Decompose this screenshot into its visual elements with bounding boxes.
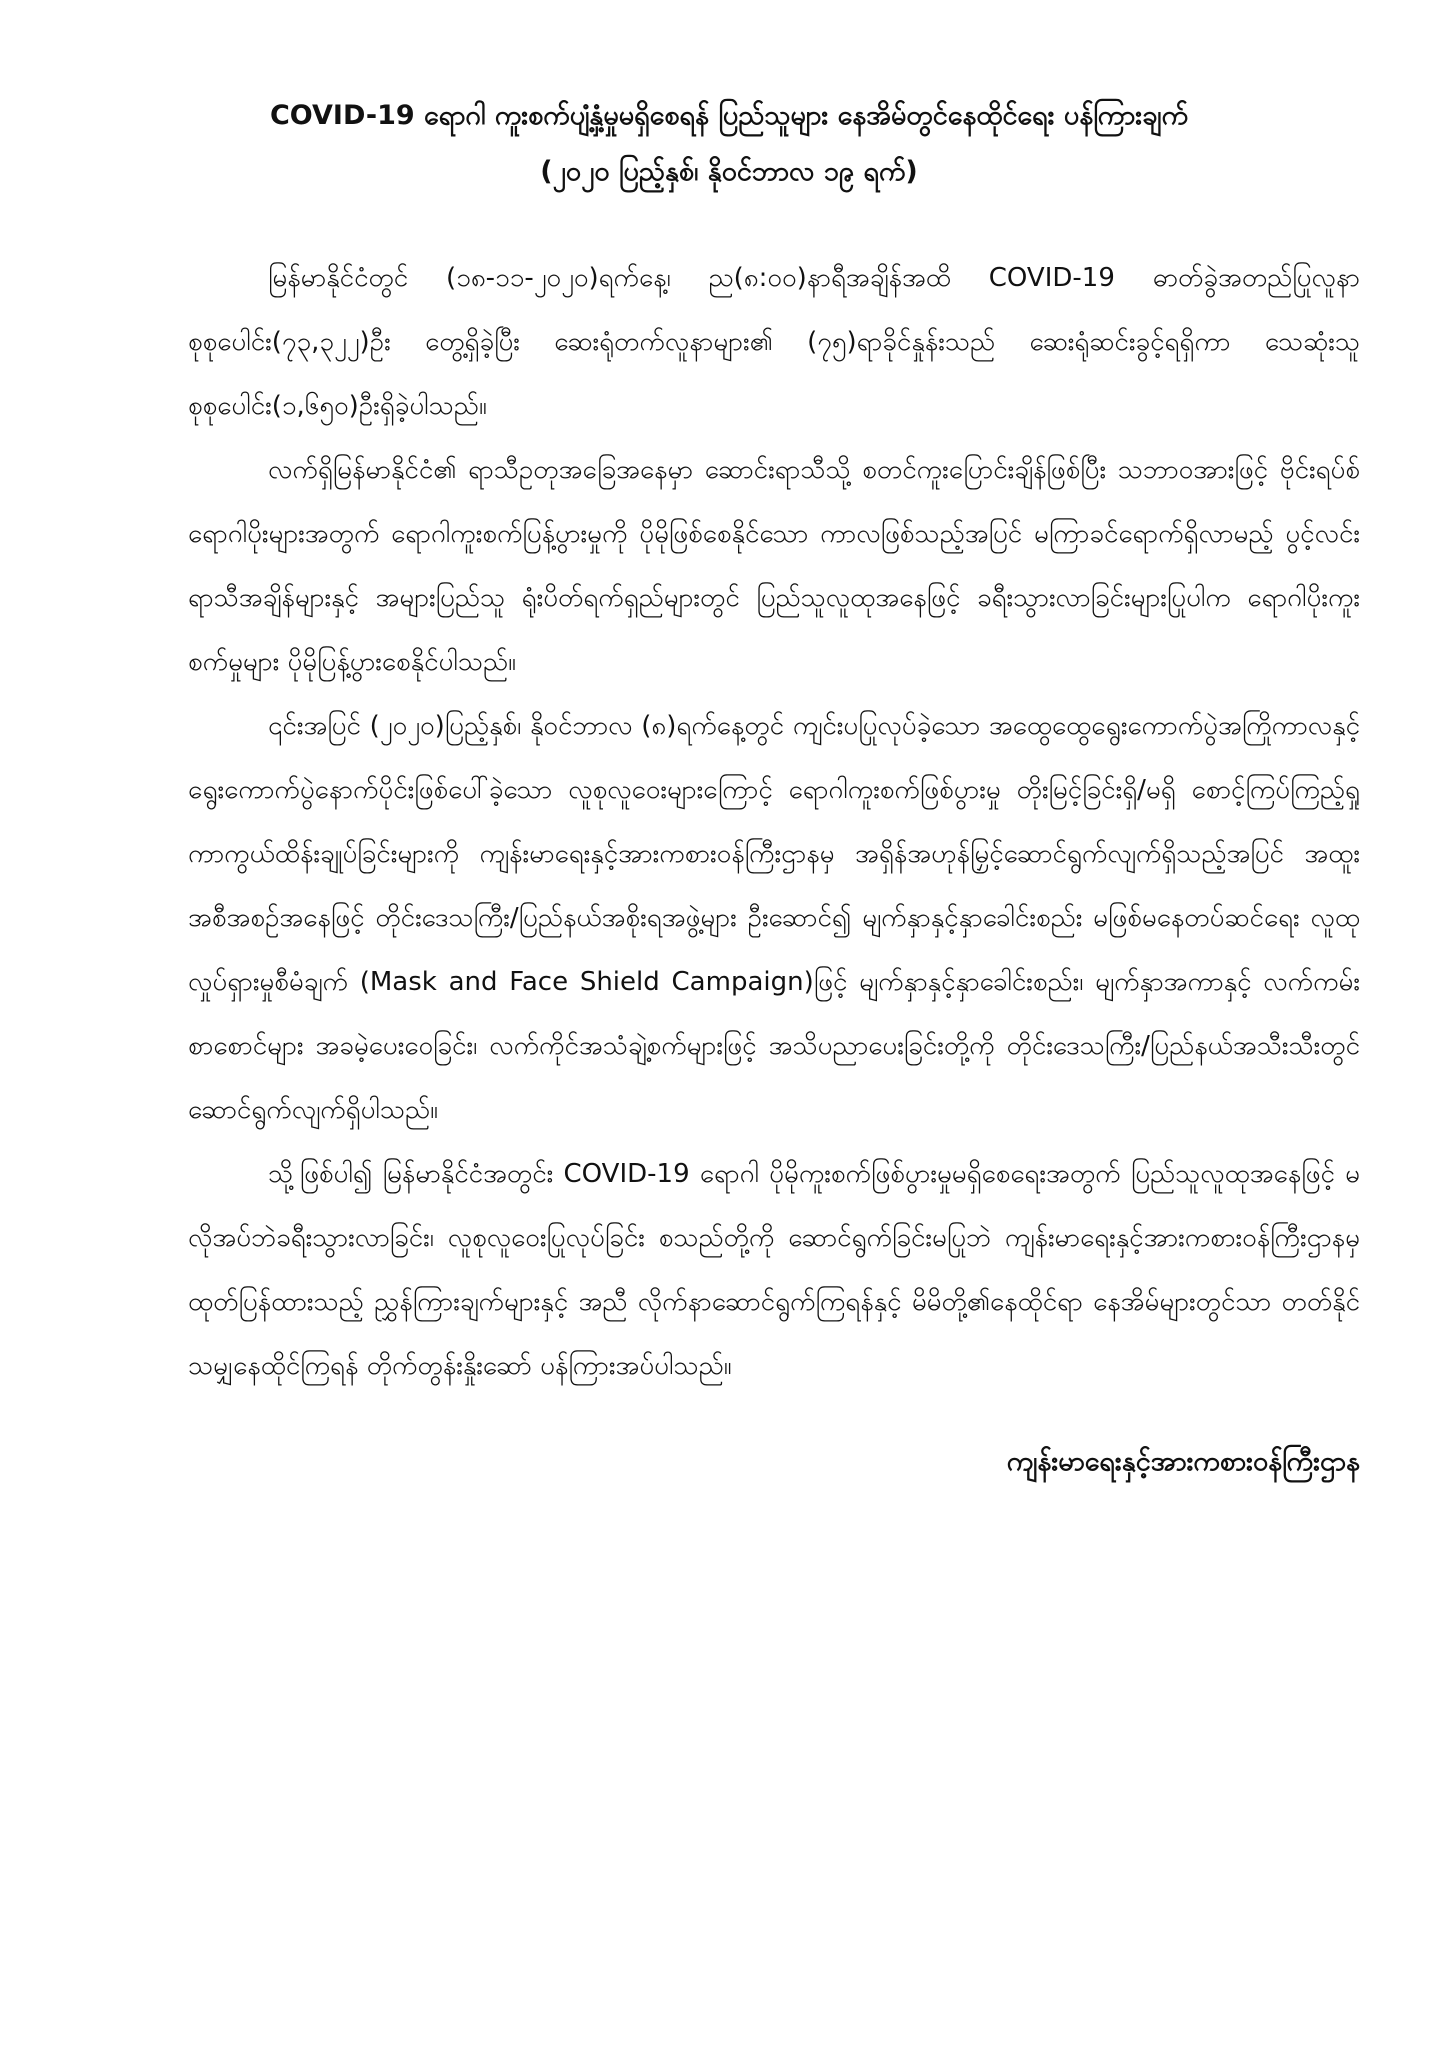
- paragraph-season-risk: လက်ရှိမြန်မာနိုင်ငံ၏ ရာသီဥတုအခြေအနေမှာ ဆောင်းရာသီသို့ စတင်ကူးပြောင်းချိန်ဖြစ်ပြီး သဘာဝအားဖြင့် ဗိုင်းရပ်စ်ရောဂါပိုးများအတွက် ရောဂါကူးစက်ပြန့်ပွားမှုကို ပိုမိုဖြစ်စေနိုင်သော ကာလဖြစ်သည့်အပြင် မကြာခင်ရောက်ရှိလာမည့် ပွင့်လင်းရာသီအချိန်များနှင့် အများပြည်သူ ရုံးပိတ်ရက်ရှည်များတွင် ပြည်သူလူထုအနေဖြင့် ခရီးသွားလာခြင်းများပြုပါက ရောဂါပိုးကူးစက်မှုများ ပိုမိုပြန့်ပွားစေနိုင်ပါသည်။: [188, 455, 1360, 677]
- issuing-ministry-signature: ကျန်းမာရေးနှင့်အားကစားဝန်ကြီးဌာန: [1006, 1446, 1360, 1477]
- paragraph-case-statistics: မြန်မာနိုင်ငံတွင် (၁၈-၁၁-၂၀၂၀)ရက်နေ့၊ ည(၈:၀၀)နာရီအချိန်အထိ COVID-19 ဓာတ်ခွဲအတည်ပြုလူနာ စုစုပေါင်း(၇၃,၃၂၂)ဦး တွေ့ရှိခဲ့ပြီး ဆေးရုံတက်လူနာများ၏ (၇၅)ရာခိုင်နှုန်းသည် ဆေးရုံဆင်းခွင့်ရရှိကာ သေဆုံးသူစုစုပေါင်း(၁,၆၅၀)ဦးရှိခဲ့ပါသည်။: [188, 263, 1360, 421]
- page-title: [188, 88, 1360, 200]
- title-line-1: COVID-19 ရောဂါ ကူးစက်ပျံ့နှံ့မှုမရှိစေရန် ပြည်သူများ နေအိမ်တွင်နေထိုင်ရေး ပန်ကြားချက်: [269, 100, 1188, 131]
- paragraph-election-measures: ၎င်းအပြင် (၂၀၂၀)ပြည့်နှစ်၊ နိုဝင်ဘာလ (၈)ရက်နေ့တွင် ကျင်းပပြုလုပ်ခဲ့သော အထွေထွေရွေးကောက်ပွဲအကြိုကာလနှင့် ရွေးကောက်ပွဲနောက်ပိုင်းဖြစ်ပေါ်ခဲ့သော လူစုလူဝေးများကြောင့် ရောဂါကူးစက်ဖြစ်ပွားမှု တိုးမြင့်ခြင်းရှိ/မရှိ စောင့်ကြပ်ကြည့်ရှု ကာကွယ်ထိန်းချုပ်ခြင်းများကို ကျန်းမာရေးနှင့်အားကစားဝန်ကြီးဌာနမှ အရှိန်အဟုန်မြှင့်ဆောင်ရွက်လျက်ရှိသည့်အပြင် အထူးအစီအစဉ်အနေဖြင့် တိုင်းဒေသကြီး/ပြည်နယ်အစိုးရအဖွဲ့များ ဦးဆောင်၍ မျက်နှာနှင့်နှာခေါင်းစည်း မဖြစ်မနေတပ်ဆင်ရေး လူထုလှုပ်ရှားမှုစီမံချက် (Mask and Face Shield Campaign)ဖြင့် မျက်နှာနှင့်နှာခေါင်းစည်း၊ မျက်နှာအကာနှင့် လက်ကမ်းစာစောင်များ အခမဲ့ပေးဝေခြင်း၊ လက်ကိုင်အသံချဲ့စက်များဖြင့် အသိပညာပေးခြင်းတို့ကို တိုင်းဒေသကြီး/ပြည်နယ်အသီးသီးတွင် ဆောင်ရွက်လျက်ရှိပါသည်။: [188, 711, 1360, 1125]
- title-line-2-date: (၂၀၂၀ ပြည့်နှစ်၊ နိုဝင်ဘာလ ၁၉ ရက်): [540, 156, 918, 187]
- paragraph-stay-home-request: သို့ဖြစ်ပါ၍ မြန်မာနိုင်ငံအတွင်း COVID-19 ရောဂါ ပိုမိုကူးစက်ဖြစ်ပွားမှုမရှိစေရေးအတွက် ပြည်သူလူထုအနေဖြင့် မလိုအပ်ဘဲခရီးသွားလာခြင်း၊ လူစုလူဝေးပြုလုပ်ခြင်း စသည်တို့ကို ဆောင်ရွက်ခြင်းမပြုဘဲ ကျန်းမာရေးနှင့်အားကစားဝန်ကြီးဌာနမှ ထုတ်ပြန်ထားသည့် ညွှန်ကြားချက်များနှင့် အညီ လိုက်နာဆောင်ရွက်ကြရန်နှင့် မိမိတို့၏နေထိုင်ရာ နေအိမ်များတွင်သာ တတ်နိုင်သမျှနေထိုင်ကြရန် တိုက်တွန်းနှိုးဆော် ပန်ကြားအပ်ပါသည်။: [188, 1159, 1360, 1381]
- document-body: [188, 246, 1360, 1398]
